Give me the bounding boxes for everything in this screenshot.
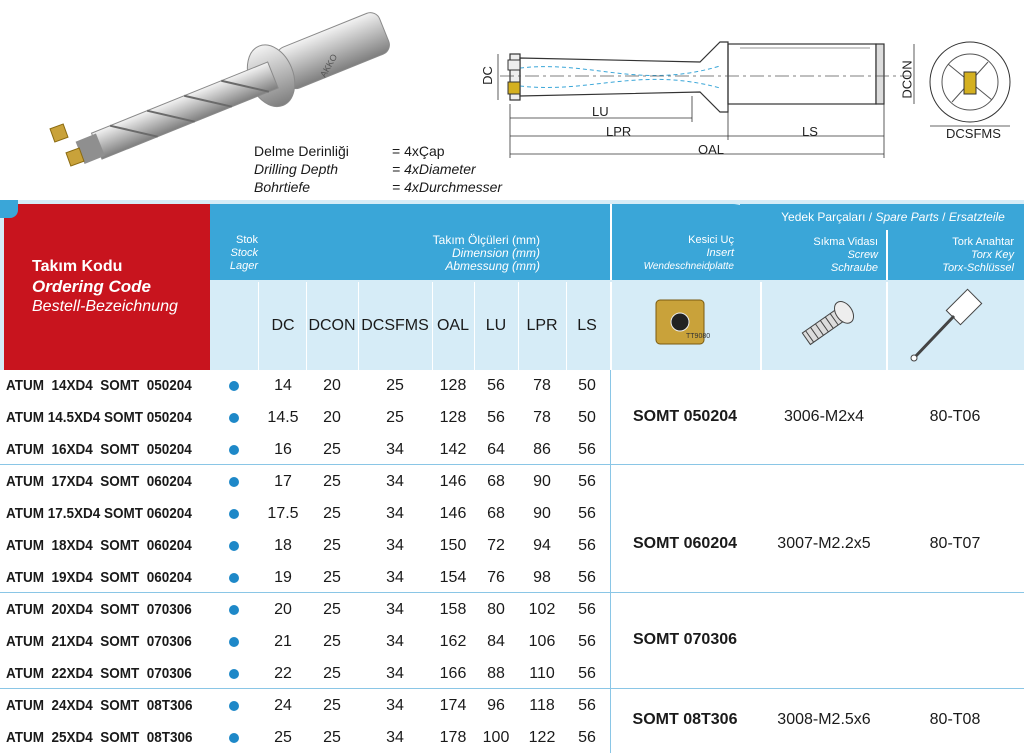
cell-lpr: 102: [528, 601, 556, 618]
cell-lpr: 78: [533, 377, 551, 394]
cell-lpr: 94: [533, 537, 551, 554]
cell-dcon: 25: [323, 729, 341, 746]
cell-dcsfms: 34: [386, 601, 404, 618]
cell-lpr: 78: [533, 409, 551, 426]
spare-divider: [886, 230, 888, 280]
cell-dcsfms: 34: [386, 665, 404, 682]
ordering-code: ATUM 21XD4 SOMT 070306: [6, 633, 192, 650]
insert-tr: Kesici Uç: [688, 234, 734, 246]
cell-ls: 56: [578, 665, 596, 682]
key-tr: Tork Anahtar: [952, 236, 1014, 248]
col-header-ls: LS: [577, 317, 597, 334]
screw-de: Schraube: [830, 262, 878, 274]
cell-oal: 142: [439, 441, 467, 458]
divider: [760, 282, 762, 370]
cell-lu: 88: [487, 665, 505, 682]
cell-dc: 14: [274, 377, 292, 394]
cell-lu: 68: [487, 505, 505, 522]
ordering-code: ATUM 22XD4 SOMT 070306: [6, 665, 192, 682]
insert-de: Wendeschneidplatte: [643, 261, 734, 272]
cell-dcsfms: 25: [386, 409, 404, 426]
ordering-code: ATUM 17XD4 SOMT 060204: [6, 473, 192, 490]
key-en: Torx Key: [970, 249, 1014, 261]
divider: [610, 282, 612, 370]
stock-dot: [229, 477, 239, 487]
stock-dot: [229, 733, 239, 743]
dim-ls-label: LS: [802, 124, 818, 139]
cell-lu: 80: [487, 601, 505, 618]
cell-dcon: 20: [323, 409, 341, 426]
depth-row-de: [254, 178, 514, 196]
divider: [474, 282, 475, 370]
insert-image: [650, 292, 710, 352]
cell-dc: 24: [274, 697, 292, 714]
cell-oal: 128: [439, 377, 467, 394]
cell-ls: 56: [578, 729, 596, 746]
cell-dcon: 25: [323, 601, 341, 618]
depth-value: = 4xÇap: [392, 143, 445, 159]
screw-image: [786, 290, 866, 360]
cell-dcsfms: 25: [386, 377, 404, 394]
depth-key: Bohrtiefe: [254, 179, 311, 195]
cell-dcsfms: 34: [386, 569, 404, 586]
stock-de: Lager: [229, 260, 258, 272]
spare-header: [766, 210, 1020, 224]
key-de: Torx-Schlüssel: [942, 262, 1014, 274]
dimension-header: [380, 234, 540, 273]
stock-dot: [229, 541, 239, 551]
cell-ls: 50: [578, 409, 596, 426]
cell-dcsfms: 34: [386, 441, 404, 458]
cell-ls: 50: [578, 377, 596, 394]
spare-tr: Yedek Parçaları: [781, 210, 866, 224]
col-header-dcsfms: DCSFMS: [361, 317, 429, 334]
cell-dcsfms: 34: [386, 729, 404, 746]
group-insert: SOMT 070306: [632, 631, 738, 648]
dim-lpr-label: LPR: [606, 124, 632, 139]
insert-en: Insert: [706, 247, 734, 259]
stock-tr: Stok: [235, 234, 258, 246]
depth-key: Drilling Depth: [254, 161, 339, 177]
technical-drawing: [470, 20, 1024, 160]
divider: [566, 282, 567, 370]
insert-header: [612, 234, 734, 273]
cell-oal: 162: [439, 633, 467, 650]
cell-dcon: 25: [323, 569, 341, 586]
col-header-lu: LU: [485, 317, 507, 334]
ordering-code: ATUM 19XD4 SOMT 060204: [6, 569, 192, 586]
depth-row-en: [254, 160, 514, 178]
cell-ls: 56: [578, 441, 596, 458]
ordering-tr: Takım Kodu: [32, 258, 123, 275]
cell-dcsfms: 34: [386, 473, 404, 490]
divider: [886, 282, 888, 370]
stock-header: [212, 234, 258, 273]
spare-sep: /: [938, 210, 949, 224]
group-divider: [610, 370, 611, 753]
ordering-code: ATUM 17.5XD4 SOMT 060204: [6, 505, 192, 522]
cell-dcon: 25: [323, 441, 341, 458]
spare-en: Spare Parts: [875, 210, 939, 224]
cell-ls: 56: [578, 633, 596, 650]
cell-oal: 150: [439, 537, 467, 554]
stock-dot: [229, 381, 239, 391]
cell-dcon: 25: [323, 537, 341, 554]
divider: [358, 282, 359, 370]
ordering-de: Bestell-Bezeichnung: [32, 298, 178, 315]
dim-lu-label: LU: [592, 104, 609, 119]
product-illustration-area: [0, 0, 1024, 200]
ordering-code: ATUM 25XD4 SOMT 08T306: [6, 729, 193, 746]
group-insert: SOMT 060204: [632, 535, 738, 552]
dimension-en: Dimension (mm): [451, 246, 540, 260]
screw-header: [762, 236, 878, 275]
cell-dc: 17.5: [267, 505, 299, 522]
cell-dc: 25: [274, 729, 292, 746]
cell-oal: 158: [439, 601, 467, 618]
ordering-code: ATUM 24XD4 SOMT 08T306: [6, 697, 193, 714]
dimension-de: Abmessung (mm): [445, 259, 540, 273]
cell-ls: 56: [578, 505, 596, 522]
stock-dot: [229, 573, 239, 583]
cell-lpr: 86: [533, 441, 551, 458]
screw-tr: Sıkma Vidası: [813, 236, 878, 248]
stock-dot: [229, 701, 239, 711]
group-key: 80-T07: [929, 535, 981, 552]
cell-lpr: 110: [529, 665, 555, 682]
depth-key: Delme Derinliği: [254, 143, 349, 159]
spare-de: Ersatzteile: [948, 210, 1005, 224]
brand-mark: AKKO: [318, 52, 340, 79]
stock-dot: [229, 509, 239, 519]
divider: [258, 282, 259, 370]
cell-dc: 14.5: [267, 409, 299, 426]
cell-dcon: 25: [323, 505, 341, 522]
dim-dcsfms-label: DCSFMS: [946, 126, 1001, 141]
group-key: 80-T08: [929, 711, 981, 728]
cell-dcsfms: 34: [386, 697, 404, 714]
cell-ls: 56: [578, 569, 596, 586]
dim-oal-label: OAL: [698, 142, 725, 157]
stock-en: Stock: [230, 247, 258, 259]
cell-dc: 18: [274, 537, 292, 554]
cell-lu: 72: [487, 537, 505, 554]
divider: [432, 282, 433, 370]
cell-ls: 56: [578, 537, 596, 554]
group-screw: 3007-M2.2x5: [777, 535, 871, 552]
spare-sep: /: [865, 210, 876, 224]
cell-lu: 84: [487, 633, 505, 650]
cell-oal: 146: [439, 505, 467, 522]
divider: [306, 282, 307, 370]
cell-dcon: 25: [323, 633, 341, 650]
ordering-code: ATUM 18XD4 SOMT 060204: [6, 537, 192, 554]
cell-dcon: 25: [323, 473, 341, 490]
cell-oal: 154: [439, 569, 467, 586]
ordering-code: ATUM 16XD4 SOMT 050204: [6, 441, 192, 458]
stock-dot: [229, 637, 239, 647]
cell-dcsfms: 34: [386, 633, 404, 650]
cell-dcon: 20: [323, 377, 341, 394]
ordering-header: [4, 204, 210, 370]
cell-ls: 56: [578, 697, 596, 714]
ordering-en: Ordering Code: [32, 277, 152, 296]
depth-value: = 4xDurchmesser: [392, 179, 503, 195]
stock-dot: [229, 605, 239, 615]
cell-dc: 22: [274, 665, 292, 682]
cell-oal: 174: [439, 697, 467, 714]
cell-dc: 20: [274, 601, 292, 618]
col-header-oal: OAL: [436, 317, 469, 334]
torx-key-image: [904, 288, 994, 368]
cell-lu: 56: [487, 377, 505, 394]
corner-accent: [0, 200, 18, 218]
group-screw: 3008-M2.5x6: [777, 711, 871, 728]
cell-lu: 96: [487, 697, 505, 714]
col-header-lpr: LPR: [526, 317, 558, 334]
dimension-tr: Takım Ölçüleri (mm): [432, 233, 540, 247]
cell-lpr: 118: [529, 697, 555, 714]
cell-lpr: 90: [533, 473, 551, 490]
divider: [518, 282, 519, 370]
cell-dc: 21: [274, 633, 292, 650]
cell-lu: 64: [487, 441, 505, 458]
cell-dcon: 25: [323, 697, 341, 714]
cell-dcon: 25: [323, 665, 341, 682]
cell-lpr: 90: [533, 505, 551, 522]
stock-column: [210, 370, 258, 753]
cell-oal: 146: [439, 473, 467, 490]
cell-dc: 16: [274, 441, 292, 458]
ordering-code: ATUM 14XD4 SOMT 050204: [6, 377, 192, 394]
cell-lu: 68: [487, 473, 505, 490]
cell-lpr: 98: [533, 569, 551, 586]
depth-value: = 4xDiameter: [392, 161, 476, 177]
cell-dc: 17: [274, 473, 292, 490]
cell-dcsfms: 34: [386, 537, 404, 554]
col-header-dcon: DCON: [308, 317, 356, 334]
cell-ls: 56: [578, 473, 596, 490]
cell-oal: 166: [439, 665, 467, 682]
cell-lu: 56: [487, 409, 505, 426]
cell-dcsfms: 34: [386, 505, 404, 522]
stock-dot: [229, 669, 239, 679]
cell-ls: 56: [578, 601, 596, 618]
cell-dc: 19: [274, 569, 292, 586]
ordering-code: ATUM 14.5XD4 SOMT 050204: [6, 409, 192, 426]
group-insert: SOMT 050204: [632, 408, 738, 425]
group-screw: 3006-M2x4: [783, 408, 865, 425]
ordering-code: ATUM 20XD4 SOMT 070306: [6, 601, 192, 618]
group-key: 80-T06: [929, 408, 981, 425]
svg-text:TT9080: TT9080: [686, 333, 710, 340]
cell-lu: 76: [487, 569, 505, 586]
cell-lpr: 122: [528, 729, 556, 746]
stock-dot: [229, 445, 239, 455]
cell-oal: 128: [439, 409, 467, 426]
col-header-dc: DC: [271, 317, 295, 334]
dim-dc-label: DC: [479, 66, 495, 85]
key-header: [890, 236, 1014, 275]
screw-en: Screw: [847, 249, 878, 261]
product-table: [0, 200, 1024, 753]
group-insert: SOMT 08T306: [632, 711, 738, 728]
dim-dcon-label: DCON: [899, 60, 915, 99]
cell-lu: 100: [482, 729, 510, 746]
cell-oal: 178: [439, 729, 467, 746]
stock-dot: [229, 413, 239, 423]
cell-lpr: 106: [528, 633, 556, 650]
